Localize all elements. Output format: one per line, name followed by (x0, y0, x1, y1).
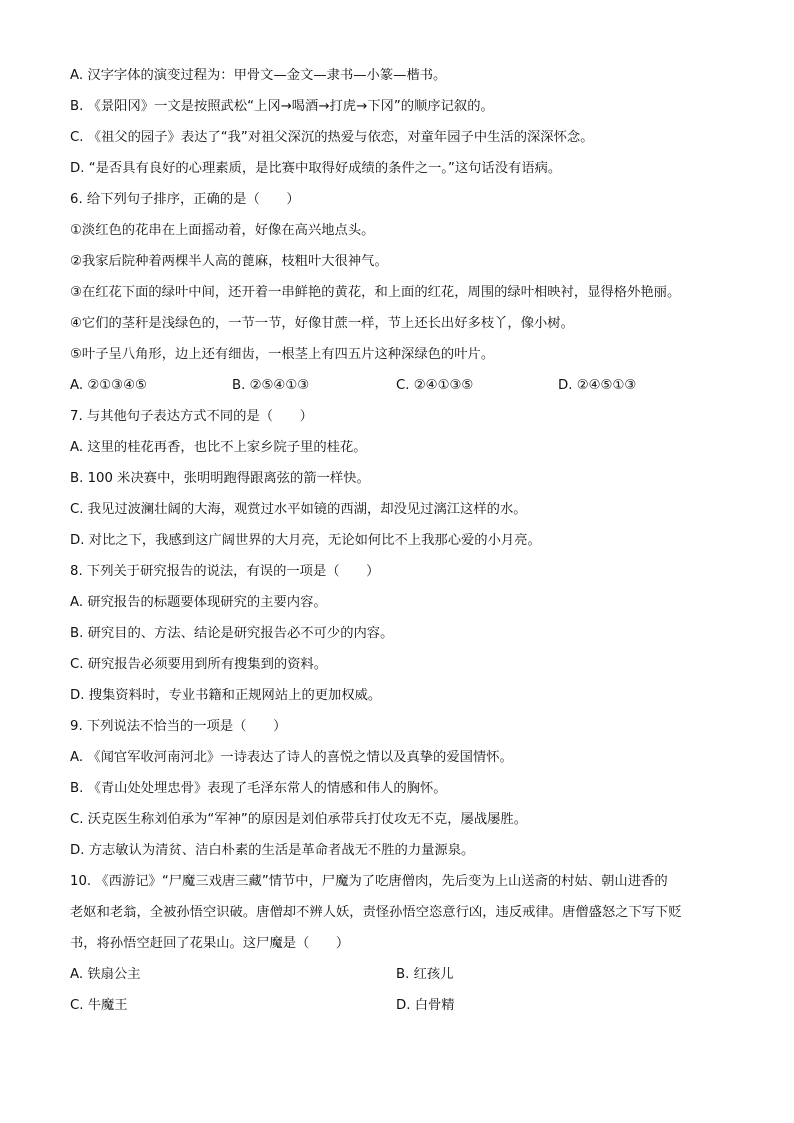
q10-option-b[interactable]: B. 红孩儿 (396, 967, 454, 982)
q8-stem: 8. 下列关于研究报告的说法，有误的一项是（ ） (70, 564, 380, 579)
q9-option-b[interactable]: B. 《青山处处埋忠骨》表现了毛泽东常人的情感和伟人的胸怀。 (70, 781, 447, 796)
q9-stem: 9. 下列说法不恰当的一项是（ ） (70, 719, 287, 734)
q10-stem-line-2: 老妪和老翁，全被孙悟空识破。唐僧却不辨人妖，责怪孙悟空恣意行凶，违反戒律。唐僧盛怒之下写下贬 (70, 905, 682, 920)
q6-sentence-5: ⑤叶子呈八角形，边上还有细齿，一根茎上有四五片这种深绿色的叶片。 (70, 347, 495, 362)
q10-stem-line-3: 书，将孙悟空赶回了花果山。这尸魔是（ ） (70, 936, 350, 951)
q7-option-b[interactable]: B. 100 米决赛中，张明明跑得跟离弦的箭一样快。 (70, 471, 370, 486)
q10-option-d[interactable]: D. 白骨精 (396, 998, 455, 1013)
q10-stem-line-1: 10. 《西游记》“尸魔三戏唐三藏”情节中，尸魔为了吃唐僧肉，先后变为上山送斋的村姑、朝山进香的 (70, 874, 668, 889)
q10-option-c[interactable]: C. 牛魔王 (70, 998, 128, 1013)
q8-option-c[interactable]: C. 研究报告必须要用到所有搜集到的资料。 (70, 657, 328, 672)
q5-option-d: D. “是否具有良好的心理素质，是比赛中取得好成绩的条件之一。”这句话没有语病。 (70, 161, 562, 176)
q6-sentence-4: ④它们的茎秆是浅绿色的，一节一节，好像甘蔗一样，节上还长出好多枝丫，像小树。 (70, 316, 574, 331)
q7-stem: 7. 与其他句子表达方式不同的是（ ） (70, 409, 313, 424)
q6-options (70, 376, 770, 396)
q10-options-row-2 (70, 996, 770, 1016)
q10-options-row-1 (70, 965, 770, 985)
q7-option-c[interactable]: C. 我见过波澜壮阔的大海，观赏过水平如镜的西湖，却没见过漓江这样的水。 (70, 502, 527, 517)
q6-option-d[interactable]: D. ②④⑤①③ (558, 378, 637, 393)
q6-option-a[interactable]: A. ②①③④⑤ (70, 378, 147, 393)
q6-stem: 6. 给下列句子排序，正确的是（ ） (70, 192, 300, 207)
q8-option-a[interactable]: A. 研究报告的标题要体现研究的主要内容。 (70, 595, 327, 610)
q6-option-b[interactable]: B. ②⑤④①③ (232, 378, 310, 393)
q8-option-d[interactable]: D. 搜集资料时，专业书籍和正规网站上的更加权威。 (70, 688, 382, 703)
q6-sentence-2: ②我家后院种着两棵半人高的蓖麻，枝粗叶大很神气。 (70, 254, 388, 269)
q9-option-a[interactable]: A. 《闻官军收河南河北》一诗表达了诗人的喜悦之情以及真挚的爱国情怀。 (70, 750, 513, 765)
q5-option-c: C. 《祖父的园子》表达了“我”对祖父深沉的热爱与依恋，对童年园子中生活的深深怀念。 (70, 130, 594, 145)
q8-option-b[interactable]: B. 研究目的、方法、结论是研究报告必不可少的内容。 (70, 626, 394, 641)
q9-option-d[interactable]: D. 方志敏认为清贫、洁白朴素的生活是革命者战无不胜的力量源泉。 (70, 843, 475, 858)
q9-option-c[interactable]: C. 沃克医生称刘伯承为“军神”的原因是刘伯承带兵打仗攻无不克，屡战屡胜。 (70, 812, 528, 827)
q10-option-a[interactable]: A. 铁扇公主 (70, 967, 141, 982)
q7-option-a[interactable]: A. 这里的桂花再香，也比不上家乡院子里的桂花。 (70, 440, 367, 455)
q6-sentence-3: ③在红花下面的绿叶中间，还开着一串鲜艳的黄花，和上面的红花，周围的绿叶相映衬，显得格外艳丽。 (70, 285, 681, 300)
q6-sentence-1: ①淡红色的花串在上面摇动着，好像在高兴地点头。 (70, 223, 375, 238)
q5-option-a: A. 汉字字体的演变过程为：甲骨文—金文—隶书—小篆—楷书。 (70, 68, 447, 83)
q7-option-d[interactable]: D. 对比之下，我感到这广阔世界的大月亮，无论如何比不上我那心爱的小月亮。 (70, 533, 541, 548)
q5-option-b: B. 《景阳冈》一文是按照武松“上冈→喝酒→打虎→下冈”的顺序记叙的。 (70, 99, 494, 114)
q6-option-c[interactable]: C. ②④①③⑤ (396, 378, 474, 393)
